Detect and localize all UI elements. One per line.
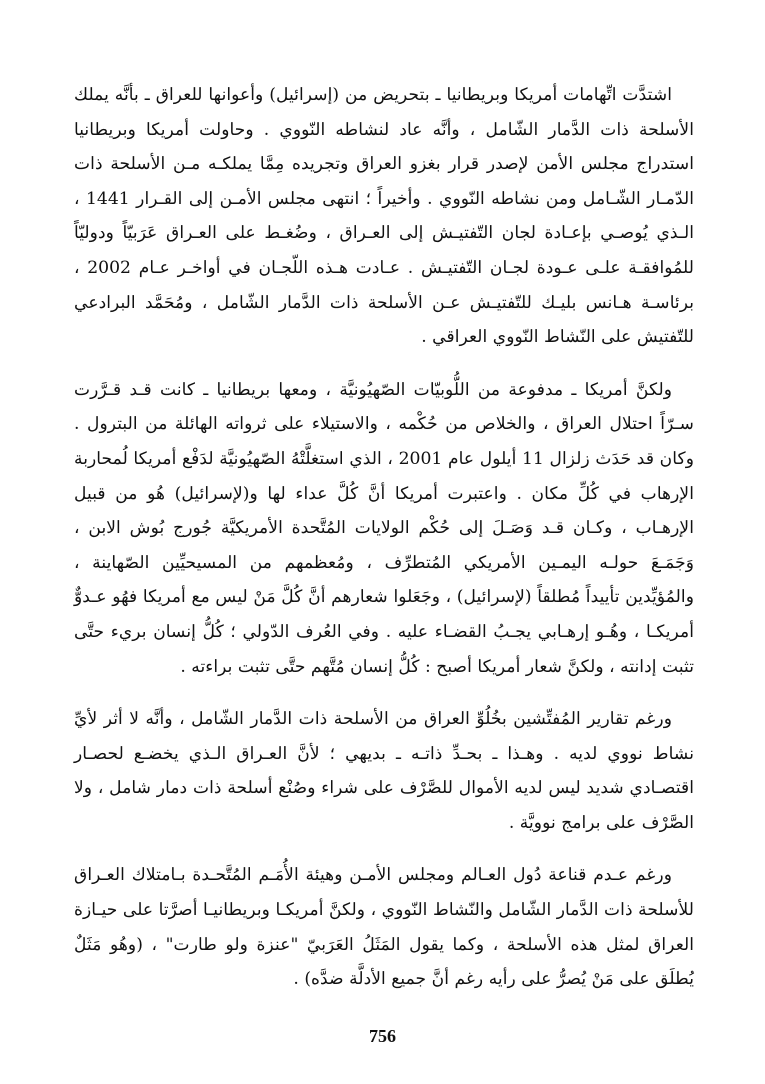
paragraph-4: ورغم عـدم قناعة دُول العـالم ومجلس الأمـن وهيئة الأُمَـم المُتَّحـدة بـامتلاك العـراق للأسلحة ذات الدَّمار الشّامل والنّشاط النّووي ، ولكنَّ أمريكـا وبريطانيـا أصرَّتا على حيـازة العراق لمثل هذه الأسلحة ، وكما يقول المَثَلُ العَرَبيّ "عنزة ولو طارت" ، (وهُو مَثَلٌ يُطلَق على مَنْ يُصرُّ على رأيه رغم أنَّ جميع الأدلَّة ضدَّه) . [74,865,694,990]
page-number: 756 [369,1026,396,1046]
paragraph-2: ولكنَّ أمريكا ـ مدفوعة من اللُّوبيّات الصّهيُونيَّة ، ومعها بريطانيا ـ كانت قـد قـرَّرت سـرّاً احتلال العراق ، والخلاص من حُكْمه ، والاستيلاء على ثرواته الهائلة من البترول . وكان قد حَدَث زلزال 11 أيلول عام 2001 ، الذي استغلَّتْهُ الصّهيُونيَّة لدَفْع أمريكا لُمحاربة الإرهاب في كُلِّ مكان . واعتبرت أمريكا أنَّ كُلَّ عداء لها و(لإسرائيل) هُو من قبيل الإرهـاب ، وكـان قـد وَصَـلَ إلى حُكْم الولايات المُتَّحدة الأمريكيَّة جُورج بُوش الابن ، وَجَمَـعَ حولـه اليمـين الأمريكي المُتطرِّف ، ومُعظمهم من المسيحيِّين الصّهاينة ، والمُؤيِّدين تأييداً مُطلقاً (لإسرائيل) ، وجَعَلوا شعارهم أنَّ كُلَّ مَنْ ليس مع أمريكا فهُو عـدوٌّ أمريكـا ، وهُـو إرهـابي يجـبُ القضـاء عليه . وفي العُرف الدّولي ؛ كُلُّ إنسان بريء حتَّى تثبت إدانته ، ولكنَّ شعار أمريكا أصبح : كُلُّ إنسان مُتَّهم حتَّى تثبت براءته . [74,379,695,677]
body-text [74,78,694,997]
paragraph-1: اشتدَّت اتِّهامات أمريكا وبريطانيا ـ بتحريض من (إسرائيل) وأعوانها للعراق ـ بأنَّه يملك الأسلحة ذات الدَّمار الشّامل ، وأنَّه عاد لنشاطه النّووي . وحاولت أمريكا وبريطانيا استدراج مجلس الأمن لإصدر قرار بغزو العراق وتجريده مِمَّا يملكـه مـن الأسلحة ذات الدّمـار الشّـامل ومن نشاطه النّووي . وأخيراً ؛ انتهى مجلس الأمـن إلى القـرار 1441 ، الـذي يُوصـي بإعـادة لجان التّفتيـش إلى العـراق ، وضُغـط على العـراق عَرَبيّاً ودوليّاً للمُوافقـة علـى عـودة لجـان التّفتيـش . عـادت هـذه اللّجـان في أواخـر عـام 2002 ، برئاسـة هـانس بليـك للتّفتيـش عـن الأسلحة ذات الدَّمار الشّامل ، ومُحَمَّد البرادعي للتّفتيش على النّشاط النّووي العراقي . [74,85,694,348]
paragraph-3: ورغم تقارير المُفتِّشين بخُلُوِّ العراق من الأسلحة ذات الدَّمار الشّامل ، وأنَّه لا أثر لأيِّ نشاط نووي لديه . وهـذا ـ بحـدِّ ذاتـه ـ بديهي ؛ لأنَّ العـراق الـذي يخضـع لحصـار اقتصـادي شديد ليس لديه الأموال للصَّرْف على شراء وصُنْع أسلحة ذات دمار شامل ، ولا الصَّرْف على برامج نوويَّة . [74,709,694,833]
